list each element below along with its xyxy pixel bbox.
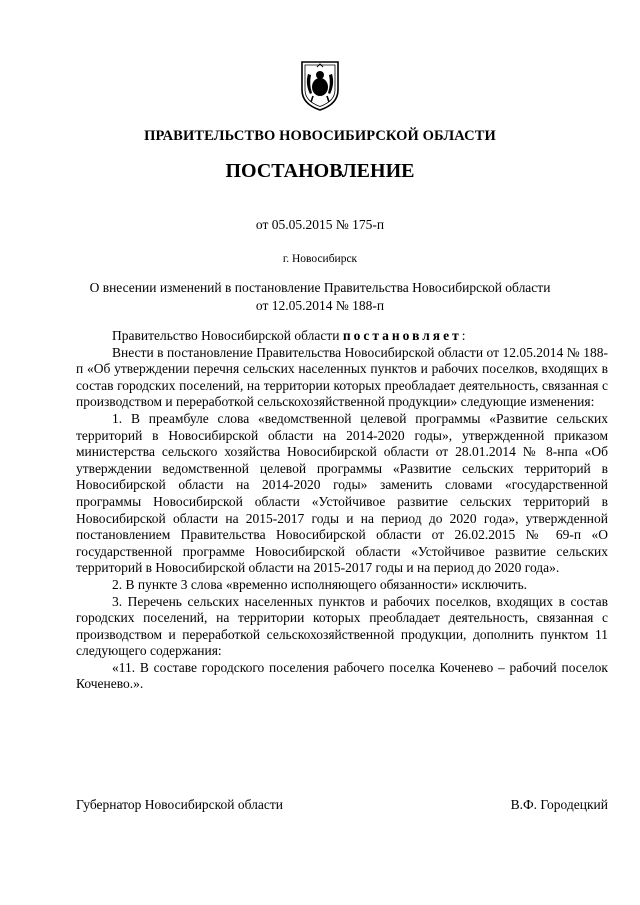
paragraph-main: Внести в постановление Правительства Новосибирской области от 12.05.2014 № 188-п «Об утверждении перечня сельских населенных пунктов и рабочих поселков, входящих в состав городских поселений, на территории которых преобладает деятельность, связанная с производством и переработкой сельскохозяйственной продукции» следующие изменения:: [76, 344, 608, 410]
document-type: ПОСТАНОВЛЕНИЕ: [225, 160, 415, 182]
paragraph-item-1: 1. В преамбуле слова «ведомственной целевой программы «Развитие сельских территорий в Новосибирской области на 2014-2020 годы», утвержденной приказом министерства сельского хозяйства Новосибирской области от 28.01.2014 № 8-нпа «Об утверждении ведомственной целевой программы «Развитие сельских территорий в Новосибирской области на 2014-2020 годы» заменить словами «государственной программы Новосибирской области «Устойчивое развитие сельских территорий в Новосибирской области на 2015-2017 годы и на период до 2020 года», утвержденной постановлением Правительства Новосибирской области от 26.02.2015 № 69-п «О государственной программе Новосибирской области «Устойчивое развитие сельских территорий в Новосибирской области на 2015-2017 годы и на период до 2020 года».: [76, 410, 608, 576]
document-body: [76, 328, 608, 693]
city: г. Новосибирск: [282, 253, 358, 265]
paragraph-quote: «11. В составе городского поселения рабочего поселка Коченево – рабочий поселок Коченево.».: [76, 659, 608, 692]
coat-of-arms-emblem: [298, 60, 342, 112]
document-subject: [70, 279, 570, 315]
subject-line-2: от 12.05.2014 № 188-п: [255, 298, 385, 313]
government-name: ПРАВИТЕЛЬСТВО НОВОСИБИРСКОЙ ОБЛАСТИ: [144, 128, 496, 144]
paragraph-item-2: 2. В пункте 3 слова «временно исполняющего обязанности» исключить.: [112, 576, 527, 592]
intro-paragraph: [76, 328, 608, 345]
intro-tail: :: [461, 328, 466, 343]
signature-name: В.Ф. Городецкий: [510, 797, 608, 812]
intro-lead: Правительство Новосибирской области: [112, 328, 343, 343]
date-number: от 05.05.2015 № 175-п: [255, 217, 385, 232]
paragraph-item-3: 3. Перечень сельских населенных пунктов и рабочих поселков, входящих в состав городских поселений, на территории которых преобладает деятельность, связанная с производством и переработкой сельскохозяйственной продукции, дополнить пунктом 11 следующего содержания:: [76, 593, 608, 659]
subject-line-1: О внесении изменений в постановление Правительства Новосибирской области: [89, 280, 551, 295]
intro-keyword: постановляет: [342, 328, 462, 343]
signature-position: Губернатор Новосибирской области: [76, 797, 284, 812]
